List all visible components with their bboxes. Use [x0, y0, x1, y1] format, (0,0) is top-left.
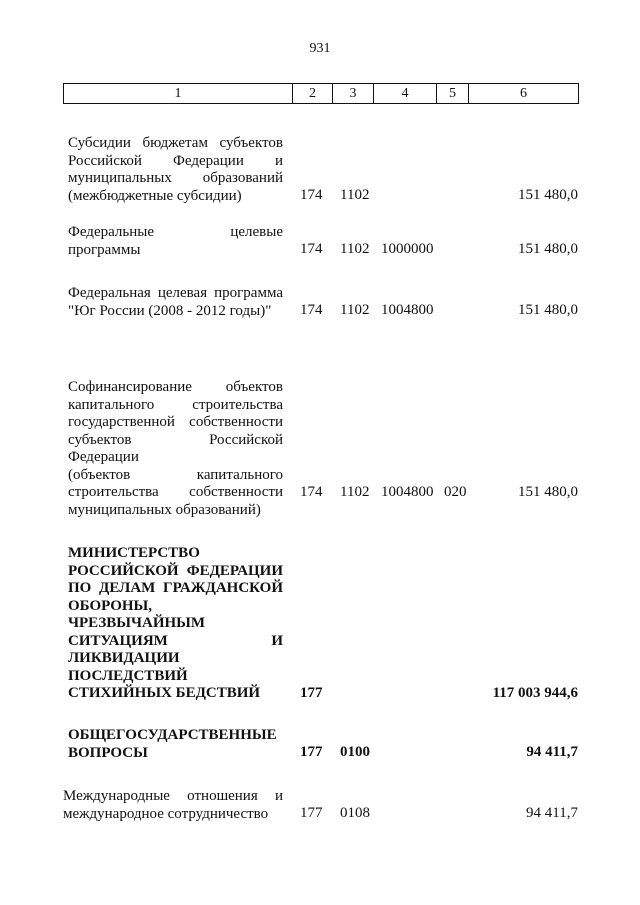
row-amount: 94 411,7	[526, 805, 578, 821]
row-section: 1102	[340, 302, 370, 318]
desc-line: ОБЩЕГОСУДАРСТВЕННЫЕ	[68, 727, 277, 743]
desc-line: строительства собственности	[68, 484, 283, 500]
desc-line: ВОПРОСЫ	[68, 744, 148, 761]
desc-line: субъектов Российской Федерации	[68, 431, 283, 465]
row-amount: 151 480,0	[518, 484, 578, 500]
desc-line: РОССИЙСКОЙ ФЕДЕРАЦИИ	[68, 562, 283, 579]
desc-line: СИТУАЦИЯМ И	[68, 632, 283, 649]
page-number: 931	[309, 41, 331, 56]
header-col-1: 1	[64, 84, 293, 104]
header-col-2: 2	[293, 84, 333, 104]
desc-line: муниципальных образований	[68, 170, 283, 186]
desc-line: (межбюджетные субсидии)	[68, 187, 242, 204]
row-description	[68, 224, 283, 259]
row-amount: 151 480,0	[518, 302, 578, 318]
desc-line: международное сотрудничество	[63, 805, 269, 822]
header-col-4: 4	[374, 84, 437, 104]
header-col-3: 3	[333, 84, 374, 104]
desc-line: Федеральная целевая программа	[68, 285, 283, 301]
desc-line: "Юг России (2008 - 2012 годы)"	[68, 302, 272, 319]
desc-line: государственной собственности	[68, 414, 283, 430]
row-code: 174	[300, 484, 323, 500]
desc-line: Международные отношения и	[63, 788, 283, 804]
header-col-6: 6	[469, 84, 579, 104]
row-description	[68, 379, 283, 519]
row-description	[68, 135, 283, 205]
row-description	[68, 727, 283, 762]
row-target: 1004800	[381, 302, 434, 318]
row-amount: 151 480,0	[518, 187, 578, 203]
row-code: 174	[300, 241, 323, 257]
row-description	[68, 285, 283, 320]
desc-line: МИНИСТЕРСТВО	[68, 545, 200, 561]
row-section: 1102	[340, 187, 370, 203]
row-code: 174	[300, 187, 323, 203]
row-amount: 151 480,0	[518, 241, 578, 257]
desc-line: программы	[68, 241, 141, 258]
desc-line: капитального строительства	[68, 396, 283, 413]
row-description	[68, 545, 283, 703]
row-amount: 94 411,7	[526, 744, 578, 760]
desc-line: Софинансирование объектов	[68, 379, 283, 395]
row-section: 0108	[340, 805, 370, 821]
header-row	[64, 84, 579, 104]
row-section: 1102	[340, 484, 370, 500]
row-amount: 117 003 944,6	[492, 685, 578, 701]
desc-line: ЧРЕЗВЫЧАЙНЫМ	[68, 615, 206, 631]
row-target: 1004800	[381, 484, 434, 500]
row-code: 174	[300, 302, 323, 318]
row-code: 177	[300, 744, 323, 760]
row-description	[63, 788, 283, 823]
desc-line: ПО ДЕЛАМ ГРАЖДАНСКОЙ	[68, 580, 283, 596]
desc-line: Федеральные целевые	[68, 224, 283, 240]
desc-line: ПОСЛЕДСТВИЙ	[68, 667, 188, 684]
row-code: 177	[300, 805, 323, 821]
desc-line: Российской Федерации и	[68, 152, 283, 169]
row-section: 1102	[340, 241, 370, 257]
desc-line: (объектов капитального	[68, 466, 283, 483]
row-target: 1000000	[381, 241, 434, 257]
row-section: 0100	[340, 744, 370, 760]
column-header-table	[63, 83, 579, 104]
desc-line: ОБОРОНЫ,	[68, 597, 153, 614]
desc-line: СТИХИЙНЫХ БЕДСТВИЙ	[68, 685, 261, 701]
row-expense-type: 020	[444, 484, 467, 500]
header-col-5: 5	[437, 84, 469, 104]
row-code: 177	[300, 685, 323, 701]
desc-line: муниципальных образований)	[68, 501, 261, 518]
desc-line: Субсидии бюджетам субъектов	[68, 135, 283, 151]
desc-line: ЛИКВИДАЦИИ	[68, 650, 180, 666]
